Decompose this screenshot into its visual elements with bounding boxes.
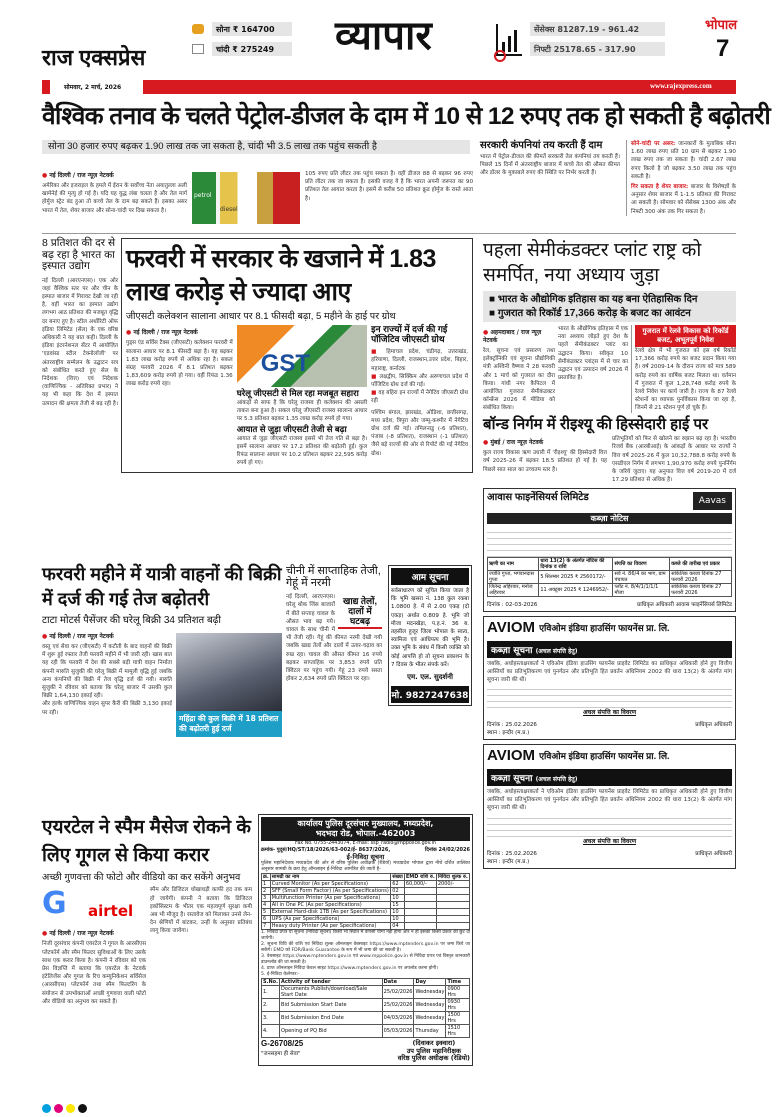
table-row: 4. Opening of PQ Bid 05/03/2026 Thursday 1510 Hrs	[262, 1025, 470, 1038]
tender-header: संख्या	[392, 874, 403, 880]
red-bar	[143, 80, 736, 94]
signatory-title: उप पुलिस महानिरीक्षक	[406, 1046, 461, 1055]
tender-items-table	[261, 873, 470, 930]
public-notice: आम सूचना सर्वसाधारण को सूचित किया जाता है कि भूमि खसरा नं. 138 कुल रकबा 1.0800 हे. में से 2.00 एकड़ (दो एकड़) अर्थात 0.809 हे. भूमि जो मौजा मदनखेड़ा, प.ह.नं. 36 ब. तहसील हुजूर जिला भोपाल के स्वत्व, स्वामित्व एवं आधिपत्य की भूमि है। उक्त भूमि के संबंध में किसी व्यक्ति को कोई आपत्ति हो तो सूचना प्रकाशन के 7 दिवस के भीतर संपर्क करें। एम. एल. सुदर्शनी मो. 9827247638	[388, 565, 472, 706]
lead-article-col2: 105 रुपए प्रति लीटर तक पहुंच सकता है। वहीं डीजल 88 से बढ़कर 96 रुपए प्रति लीटर तक जा सकता है। इसकी वजह ये है कि भारत अपनी जरूरत का 90 प्रतिशत तेल आयात करता है। इसमें से करीब 50 प्रतिशत क्रूड होर्मुज के रास्ते आता है।	[305, 171, 473, 202]
gst-states-box: इन राज्यों में दर्ज की गई पॉजिटिव जीएसटी ग्रोथ ■ हिमाचल प्रदेश, चंडीगढ़, उत्तराखंड, हरियाणा, दिल्ली, राजस्थान,उत्तर प्रदेश, बिहार, महाराष्ट्र, कर्नाटक ■ लक्षद्वीप, सिक्किम और अरुणाचल प्रदेश में पॉजिटिव ग्रोथ दर्ज की गई। ■ वह बहिरा इन राज्यों में नेगेटिव जीएसटी ग्रोथ रही पश्चिम बंगाल, झारखंड, ओडिशा, छत्तीसगढ़, मध्य प्रदेश, त्रिपुरा और जम्मू-कश्मीर में नेगेटिव ग्रोथ दर्ज की गई। तमिलनाडु (-6 प्रतिशत), पंजाब (-8 प्रतिशत), राजस्थान (-1 प्रतिशत) जैसे बड़े राज्यों की ओर से रिपोर्ट की गई नेगेटिव ग्रोथ।	[371, 324, 468, 457]
semiconductor-article: पहला सेमीकंडक्टर प्लांट राष्ट्र को समर्पित, नया अध्याय जुड़ा ■ भारत के औद्योगिक इतिहास का यह बना ऐतिहासिक दिन ■ गुजरात को रिकॉर्ड 17,366 करोड़ के बजट का आवंटन ● अहमदाबाद / राज न्यूज़ नेटवर्क रेल, सूचना एवं प्रसारण तथा इलेक्ट्रॉनिकी एवं सूचना प्रौद्योगिकी मंत्री अश्विनी वैष्णव ने 28 फरवरी और 1 मार्च को गुजरात का दौरा किया। गांधी नगर कैपिटल में आयोजित गुजरात सेमीकंडक्टर कॉन्फ्रेंस 2026 में मीडिया को संबोधित किया। भारत के औद्योगिक इतिहास में एक नया अध्याय जोड़ते हुए देश के पहले सेमीकंडक्टर प्लांट का उद्घाटन किया। स्वीकृत 10 सेमीकंडक्टर प्लांट्स में से चार का उद्घाटन एवं उत्पादन वर्ष 2026 में प्रस्तावित है। गुजरात में रेलवे विकास को रिकॉर्ड बजट, अभूतपूर्व निवेश रेलवे क्षेत्र में भी गुजरात को इस वर्ष रिकॉर्ड 17,366 करोड़ रुपये का बजट प्रदान किया गया है। वर्ष 2009-14 के दौरान राज्य को मात्र 589 करोड़ रुपये का वार्षिक बजट मिलता था। वर्तमान में गुजरात में कुल 1,28,748 करोड़ रुपये के रेलवे निवेश पर कार्य जारी है। राज्य के 87 रेलवे स्टेशनों का व्यापक पुनर्विकास किया जा रहा है, जिनमें से 21 स्टेशन पूर्ण हो चुके हैं।	[483, 238, 736, 413]
mahindra-caption: महिंद्रा की कुल बिक्री में 18 प्रतिशत की बढ़ोतरी हुई दर्ज	[176, 711, 282, 737]
aavas-logo: Aavas	[693, 492, 732, 510]
cars-image	[176, 633, 282, 711]
lead-subhead: सोना 30 हजार रुपए बढ़कर 1.90 लाख तक जा सकता है, चांदी भी 3.5 लाख तक पहुंच सकती है	[42, 140, 470, 154]
right-column	[483, 238, 736, 869]
table-row: 4 All in One PC (As per Specifications) 15	[262, 902, 470, 909]
gst-image: GST	[237, 325, 367, 387]
signatory-office: वरिष्ठ पुलिस अधीक्षक (रेडियो)	[397, 1054, 470, 1062]
tender-header: निविदा शुल्क रु.	[437, 874, 468, 880]
gold-price: सोना ₹ 164700	[212, 22, 292, 36]
chart-magnifier-icon	[496, 24, 522, 56]
edition-city: भोपाल	[705, 17, 738, 32]
silver-price: चांदी ₹ 275249	[212, 42, 292, 56]
sugar-article: चीनी में साप्ताहिक तेजी, गेहूं में नरमी खाद्य तेलों, दालों में घटबढ़ नई दिल्ली, आरएनएस। घरेलू थोक जिंस बाजारों में बीते सप्ताह चावल के औसत भाव बढ़ गये। चावल के साथ चीनी में भी तेजी रही। गेहूं की कीमत नरमी देखी गयी जबकि खाद्य तेलों और दालों में उतार-चढ़ाव का रुख रहा। चावल की औसत कीमत 16 रुपये बढ़कर साप्ताहिक पर 3,853 रुपये प्रति क्विंटल पर पहुंच गयी। गेहूं 23 रुपये सस्ता होकर 2,634 रुपये प्रति क्विंटल पर रहा।	[286, 565, 382, 683]
signatory-name: (दिवाकर इक्वारा)	[412, 1039, 456, 1047]
tender-note: 5. ई-निविदा केलेण्डर:-	[261, 972, 300, 977]
railway-box-title: गुजरात में रेलवे विकास को रिकॉर्ड बजट, अभूतपूर्व निवेश	[635, 325, 736, 347]
newspaper-logo: राज एक्सप्रेस	[42, 45, 146, 70]
aviom-notice-1: AVIOM एविओम इंडिया हाउसिंग फायनेंस प्रा. लि. कब्ज़ा सूचना (अचल संपत्ति हेतु) जबकि, अधोहस्ताक्षरकर्ता ने एविओम इंडिया हाउसिंग फायनेंस प्राइवेट लिमिटेड का प्राधिकृत अधिकारी होने हुए वित्तीय आस्तियों का प्रतिभूतिकरण एवं पुनर्गठन और प्रतिभूति हित प्रवर्तन अधिनियम 2002 की धारा 13(2) के अंतर्गत मांग सूचना जारी की थी। अचल संपत्ति का विवरण दिनांक : 25.02.2026 प्राधिकृत अधिकारी स्थान : इन्दौर (म.प्र.)	[483, 616, 736, 740]
aavas-notice: आवास फाइनेंसियर्स लिमिटेड Aavas कब्ज़ा नोटिस ऋणी का नाम धारा 13(2) के अंतर्गत नोटिस की दिनांक व राशि संपत्ति का विवरण कब्जे की तारीख एवं प्रकार ज्योति गुप्ता, भगवानदास गुप्ता 5 सितम्बर 2025 ₹ 2560172/- सर्वे नं. 86/4 का भाग, ग्राम पंचायत सांकेतिक कब्जा दिनांक 27 फरवरी 2026 जितेन्द्र अहिरवार, मनोज अहिरवार 11 अक्टूबर 2025 ₹ 1246952/- प्लॉट नं. 8/4/1/1/1/1 मौजा सांकेतिक कब्जा दिनांक 27 फरवरी 2026 दिनांक : 02-03-2026 प्राधिकृत अधिकारी आवास फाइनेंसियर्स लिमिटेड	[483, 488, 736, 612]
aavas-table: ऋणी का नाम धारा 13(2) के अंतर्गत नोटिस की दिनांक व राशि संपत्ति का विवरण कब्जे की तारीख एवं प्रकार ज्योति गुप्ता, भगवानदास गुप्ता 5 सितम्बर 2025 ₹ 2560172/- सर्वे नं. 86/4 का भाग, ग्राम पंचायत सांकेतिक कब्जा दिनांक 27 फरवरी 2026 जितेन्द्र अहिरवार, मनोज अहिरवार 11 अक्टूबर 2025 ₹ 1246952/- प्लॉट नं. 8/4/1/1/1/1 मौजा सांकेतिक कब्जा दिनांक 27 फरवरी 2026	[487, 557, 732, 597]
aviom-notice-2: AVIOM एविओम इंडिया हाउसिंग फायनेंस प्रा. लि. कब्ज़ा सूचना (अचल संपत्ति हेतु) जबकि, अधोहस्ताक्षरकर्ता ने एविओम इंडिया हाउसिंग फायनेंस प्राइवेट लिमिटेड का प्राधिकृत अधिकारी होने हुए वित्तीय आस्तियों का प्रतिभूतिकरण एवं पुनर्गठन और प्रतिभूति हित प्रवर्तन अधिनियम 2002 की धारा 13(2) के अंतर्गत मांग सूचना जारी की थी। अचल संपत्ति का विवरण दिनांक : 25.02.2026 प्राधिकृत अधिकारी स्थान : इन्दौर (म.प्र.)	[483, 744, 736, 868]
issue-date: सोमवार, 2 मार्च, 2026	[64, 84, 122, 91]
table-row: 2 SFF (Small Form Factor) (As per Specifications) 02	[262, 888, 470, 895]
masthead	[0, 0, 778, 100]
color-mark	[42, 1104, 51, 1113]
section-title: व्यापार	[335, 14, 432, 58]
tender-note: 4. प्राप्त ऑनलाइन निविदा केवल साइट https://www.mptenders.gov.in पर अपलोड करना होगी।	[261, 966, 438, 971]
table-row: 3 Multifunction Printer (As per Specifications) 10	[262, 895, 470, 902]
color-mark	[54, 1104, 63, 1113]
tender-note: 3. वेबसाइट https://www.mptenders.gov.in एवं www.mppolice.gov.in से निविदा प्रपत्र एवं विस्तृत जानकारी डाउनलोड की जा सकती है।	[261, 954, 470, 965]
tender-note: 1. निविदा प्रपत्र या सूचना (निविदा सूचना) किसी भी स्थिति में वापसी योग्य नहीं होगा और न ही इसकी किसी प्रकार की छूट दी जायेगी।	[261, 930, 470, 941]
table-row: 1 Curved Monitor (As per Specifications) 62 60,000/- 2000/-	[262, 881, 470, 888]
red-marker	[42, 80, 50, 94]
page-number: 7	[716, 35, 730, 62]
sidebar-oil-price: सरकारी कंपनियां तय करती हैं दाम भारत में पेट्रोल-डीजल की कीमतें सरकारी तेल कंपनियां तय करती हैं। पिछले 15 दिनों में अंतरराष्ट्रीय बाजार में कच्चे तेल की औसत कीमत और डॉलर के मुकाबले रुपए की स्थिति पर निर्भर करती हैं।	[480, 140, 620, 177]
google-airtel-logo: G airtel	[42, 886, 134, 922]
sidebar-impact: सोने-चांदी पर असर: जानकारों के मुताबिक सोना 1.60 लाख रुपए प्रति 10 ग्राम से बढ़कर 1.90 लाख रुपए तक जा सकता है। चांदी 2.67 लाख रुपए किलो है जो बढ़कर 3.50 लाख तक पहुंच सकती है। गिर सकता है शेयर बाजार: बाजार के विशेषज्ञों के अनुसार शेयर बाजार में 1-1.5 प्रतिशत की गिरावट आ सकती है। सोमवार को सेंसेक्स 1300 अंक और निफ्टी 300 अंक तक गिर सकता है।	[626, 140, 736, 216]
tender-header: EMD राशि रु.	[405, 874, 435, 880]
gst-article: फरवरी में सरकार के खजाने में 1.83 लाख करोड़ से ज्यादा आए जीएसटी कलेक्शन सालाना आधार पर 8.1 फीसदी बढ़ा, 5 महीने के हाई पर ग्रोथ ● नई दिल्ली / राज न्यूज़ नेटवर्क गुड्स एंड सर्विस टैक्स (जीएसटी) कलेक्शन फरवरी में सालाना आधार पर 8.1 फीसदी बढ़ा है। यह बढ़कर 1.83 लाख करोड़ रुपये से अधिक रहा है। सकल संग्रह फरवरी 2026 में 8.1 प्रतिशत बढ़कर 1,83,609 करोड़ रुपये हो गया। वहीं रिफंड 1.36 लाख करोड़ रुपये रहा। GST घरेलू जीएसटी से मिल रहा मजबूत सहारा आंकड़ों से साफ है कि घरेलू राजस्व ही कलेक्शन की असली ताकत बना हुआ है। सकल घरेलू जीएसटी राजस्व सालाना आधार पर 5.3 प्रतिशत बढ़कर 1.35 लाख करोड़ रुपये हो गया। आयात से जुड़ा जीएसटी तेजी से बढ़ा आयात से जुड़ा जीएसटी राजस्व इससे भी तेज गति से बढ़ा है। इसमें सालाना आधार पर 17.2 प्रतिशत की बढ़ोतरी हुई। कुल रिफंड सालाना आधार पर 10.2 प्रतिशत बढ़कर 22,595 करोड़ रुपये हो गए। इन राज्यों में दर्ज की गई पॉजिटिव जीएसटी ग्रोथ ■ हिमाचल प्रदेश, चंडीगढ़, उत्तराखंड, हरियाणा, दिल्ली, राजस्थान,उत्तर प्रदेश, बिहार, महाराष्ट्र, कर्नाटक ■ लक्षद्वीप, सिक्किम और अरुणाचल प्रदेश में पॉजिटिव ग्रोथ दर्ज की गई। ■ वह बहिरा इन राज्यों में नेगेटिव जीएसटी ग्रोथ रही पश्चिम बंगाल, झारखंड, ओडिशा, छत्तीसगढ़, मध्य प्रदेश, त्रिपुरा और जम्मू-कश्मीर में नेगेटिव ग्रोथ दर्ज की गई। तमिलनाडु (-6 प्रतिशत), पंजाब (-8 प्रतिशत), राजस्थान (-1 प्रतिशत) जैसे बड़े राज्यों की ओर से रिपोर्ट की गई नेगेटिव ग्रोथ।	[121, 238, 473, 473]
table-row: 6 UPS (As per Specifications) 10	[262, 916, 470, 923]
bond-article: बॉन्ड निर्गम में रीइश्यू की हिस्सेदारी हाई पर ● मुंबई / राज न्यूज़ नेटवर्क कुल राज्य विकास ऋण उधारी में 'रीइश्यू' की हिस्सेदारी वित्त वर्ष 2025-26 में बढ़कर 18.5 प्रतिशत हो गई है। यह पिछले सात साल का उच्चतम स्तर है। प्रतिभूतियों को फिर से खोलने का रुझान बढ़ रहा है। भारतीय रिजर्व बैंक (आरबीआई) के आंकड़ों के आधार पर राज्यों ने वित्त वर्ष 2025-26 में कुल 10,32,788.8 करोड़ रुपये के एसडीएल निर्गम में लगभग 1,90,970 करोड़ रुपये पुनर्निर्गम के जरिये जुटाए। यह अनुपात वित्त वर्ष 2019-20 में दर्ज 17.29 प्रतिशत से अधिक है।	[483, 417, 736, 485]
airtel-article: एयरटेल ने स्पैम मैसेज रोकने के लिए गूगल से किया करार अच्छी गुणवत्ता की फोटो और वीडियो का कर सकेंगे अनुभव G airtel ● नई दिल्ली / राज न्यूज़ नेटवर्क निजी दूरसंचार कंपनी एयरटेल ने गूगल के आरसीएस प्लेटफॉर्म और स्पैम फिल्टर सुविधाओं के लिए उसके साथ एक करार किया है। कंपनी ने रविवार को एक प्रेस विज्ञप्ति में बताया कि एयरटेल के नेटवर्क इंटेलिजेंस और गूगल के रिच कम्युनिकेशन सर्विसेज (आरसीएस) प्लेटफॉर्म तथा स्पैम फिल्टरिंग के संयोजन से उपभोक्ताओं अच्छी गुणवत्ता वाली फोटो और वीडियो का अनुभव कर सकते हैं। स्पैम और डिजिटल धोखाधड़ी काफी हद तक कम हो जायेगी। कंपनी ने बताया कि डिजिटल इकोसिस्टम के भीतर एक महत्वपूर्ण सुरक्षा कमी अब भी मौजूद है। रस्तावेज को मिलाकर उनसे लेन-देन श्रेणियों में बांटकर, उन्हीं के अनुसार प्रतिबंध लागू किया जायेगा।	[42, 814, 252, 1006]
silver-icon	[192, 44, 204, 54]
tender-header: क्र.	[263, 874, 269, 880]
sensex: सेंसेक्स 81287.19 - 961.42	[530, 22, 665, 36]
website: www.rajexpress.com	[650, 82, 712, 90]
tender-note: 2. सूचना विधि की राशि एवं निविदा शुल्क ऑनलाइन वेबसाइट https://www.mptenders.gov.in पर जमा किये जा सकेंगे। EMD को FDR/Bank Guarantee के रूप में भी जमा की जा सकती है।	[261, 942, 470, 953]
gold-icon	[192, 24, 204, 34]
divider	[42, 233, 736, 234]
table-row: 3. Bid Submission End Date 04/03/2026 Wednesday 1500 Hrs	[262, 1012, 470, 1025]
table-row: 1. Documents Publish/download/Sale Start Date 25/02/2026 Wednesday 0900 Hrs	[262, 986, 470, 999]
color-mark	[66, 1104, 75, 1113]
nifty: निफ्टी 25178.65 - 317.90	[530, 42, 665, 56]
table-row: ज्योति गुप्ता, भगवानदास गुप्ता 5 सितम्बर 2025 ₹ 2560172/- सर्वे नं. 86/4 का भाग, ग्राम पंचायत सांकेतिक कब्जा दिनांक 27 फरवरी 2026	[488, 571, 732, 584]
police-tender: कार्यालय पुलिस दूरसंचार मुख्यालय, मध्यप्रदेश, भदभदा रोड, भोपाल.-462003 Fax No. 0755-2443074, E-mail: ssp_radio@mppolice.gov.in क्रमांक- पुदूसं/HQ/ST/18/2026/63-002/ई- 8637/2026, दिनांक 24/02/2026 ई-निविदा सूचना पुलिस महानिदेशक मध्यप्रदेश की ओर से वरिष्ठ पुलिस अधीक्षक (रेडियो) मध्यप्रदेश भोपाल द्वारा नीचे दर्शित तालिका अनुसार सामग्री के क्रय हेतु ऑनलाइन ई-निविदा आमंत्रित की जाती है- क्र. सामग्री का नाम संख्या EMD राशि रु. निविदा शुल्क रु. 1 Curved Monitor (As per Specifications) 62 60,000/- 2000/- 2 SFF (Small Form Factor) (As per Specifications) 02 3 Multifunction Printer (As per Specifications) 10 4 All in One PC (As per Specifications) 15 5 External Hard-disk 1TB (As per Specifications) 10 6 UPS (As per Specifications) 10 7 Heavy duty Printer (As per Specifications) 04 1. निविदा प्रपत्र या सूचना (निविदा सूचना) किसी भी स्थिति में वापसी योग्य नहीं होगा और न ही इसकी किसी प्रकार की छूट दी जायेगी। 2. सूचना विधि की राशि एवं निविदा शुल्क ऑनलाइन वेबसाइट https://www.mptenders.gov.in पर जमा किये जा सकेंगे। EMD को FDR/Bank Guarantee के रूप में भी जमा की जा सकती है। 3. वेबसाइट https://www.mptenders.gov.in एवं www.mppolice.gov.in से निविदा प्रपत्र एवं विस्तृत जानकारी डाउनलोड की जा सकती है। 4. प्राप्त ऑनलाइन निविदा केवल साइट https://www.mptenders.gov.in पर अपलोड करना होगी। 5. ई-निविदा केलेण्डर:- S.No. Activity of tender Date Day Time 1. Documents Publish/download/Sale Start Date 25/02/2026 Wednesday 0900 Hrs 2. Bid Submission Start Date 25/02/2026 Wednesday 0930 Hrs 3. Bid Submission End Date 04/03/2026 Wednesday 1500 Hrs 4. Opening of PQ Bid 05/03/2026 Thursday 1510 Hrs G-26708/25 "जनसहमा ही सेवा" (दिवाकर इक्वारा) उप पुलिस महानिरीक्षक वरिष्ठ पुलिस अधीक्षक (रेडियो)	[258, 814, 473, 1066]
lead-article: ● नई दिल्ली / राज न्यूज़ नेटवर्क अमेरिका और इजराइल के हमले में ईरान के सर्वोच्च नेता अयातुल्ला अली खामेनेई की मृत्यु हो गई है। यदि यह युद्ध लंबा चलता है और तेल मार्ग होर्मुज स्ट्रेट बंद हुआ तो कच्चे तेल के दाम बढ़ सकते हैं। इसका असर भारत में तेल, शेयर बाजार और सोना-चांदी पर दिख सकता है।	[42, 168, 187, 215]
vehicles-article: फरवरी महीने में यात्री वाहनों की बिक्री में दर्ज की गई तेज बढ़ोतरी टाटा मोटर्स पैसेंजर की घरेलू बिक्री 34 प्रतिशत बढ़ी ● नई दिल्ली / राज न्यूज़ नेटवर्क वस्तु एवं सेवा कर (जीएसटी) में कटौती के बाद वाहनों की बिक्री में शुरू हुई रफ्तार तेजी फरवरी महीने में भी जारी रही। खास बात यह रही कि फरवरी में देश की सबसे बड़ी यात्री वाहन निर्माता कंपनी मारुति सुजुकी की घरेलू बिक्री में मामूली वृद्धि हुई जबकि अन्य कंपनियों की बिक्री में तेज वृद्धि दर्ज की गयी। मारुति सुजुकी ने रविवार को बताया कि घरेलू बाजार में उसकी कुल बिक्री 1,64,130 इकाई रही। और हल्के वाणिज्यिक वाहन सुपर कैरी की बिक्री 3,130 इकाई पर रही। महिंद्रा की कुल बिक्री में 18 प्रतिशत की बढ़ोतरी हुई दर्ज	[42, 562, 282, 737]
tender-header: सामग्री का नाम	[270, 874, 391, 881]
table-row: 7 Heavy duty Printer (As per Specifications) 04	[262, 923, 470, 930]
tender-calendar-table: S.No. Activity of tender Date Day Time 1. Documents Publish/download/Sale Start Date 25/02/2026 Wednesday 0900 Hrs 2. Bid Submission Start Date 25/02/2026 Wednesday 0930 Hrs 3. Bid Submission End Date 04/03/2026 Wednesday 1500 Hrs 4. Opening of PQ Bid 05/03/2026 Thursday 1510 Hrs	[261, 978, 470, 1038]
steel-article: 8 प्रतिशत की दर से बढ़ रहा है भारत का इस्पात उद्योग नई दिल्ली (आरएनएस)। एक ओर जहां वैश्विक स्तर पर और चीन के इस्पात बाजार में गिरावट देखी जा रही है, वहीं भारत का इस्पात उद्योग लगभग आठ प्रतिशत की मजबूत वृद्धि दर बनाए हुए है। स्टील अथॉरिटी ऑफ इंडिया लिमिटेड (सेल) के एक वरिष्ठ अधिकारी ने यह बात कही। दिल्ली के इंडिया इंटरनेशनल सेंटर में आयोजित 'एडवांस्ड स्टील टेक्नोलॉजी' पर अंतरराष्ट्रीय सम्मेलन के उद्घाटन सत्र को संबोधित करते हुए सेल के निदेशक (वित्त) एवं निदेशक (वाणिज्यिक - अतिरिक्त प्रभार) ने यह भी कहा कि देश में इस्पात उत्पादन की क्षमता तेजी से बढ़ रही है।	[42, 237, 119, 407]
color-mark	[78, 1104, 87, 1113]
table-row: 5 External Hard-disk 1TB (As per Specifications) 10	[262, 909, 470, 916]
table-row: जितेन्द्र अहिरवार, मनोज अहिरवार 11 अक्टूबर 2025 ₹ 1246952/- प्लॉट नं. 8/4/1/1/1/1 मौजा सांकेतिक कब्जा दिनांक 27 फरवरी 2026	[488, 584, 732, 597]
table-row: 2. Bid Submission Start Date 25/02/2026 Wednesday 0930 Hrs	[262, 999, 470, 1012]
lead-headline: वैश्विक तनाव के चलते पेट्रोल-डीजल के दाम में 10 से 12 रुपए तक हो सकती है बढ़ोतरी	[42, 103, 771, 130]
fuel-pump-image: petrol diesel	[192, 172, 300, 224]
